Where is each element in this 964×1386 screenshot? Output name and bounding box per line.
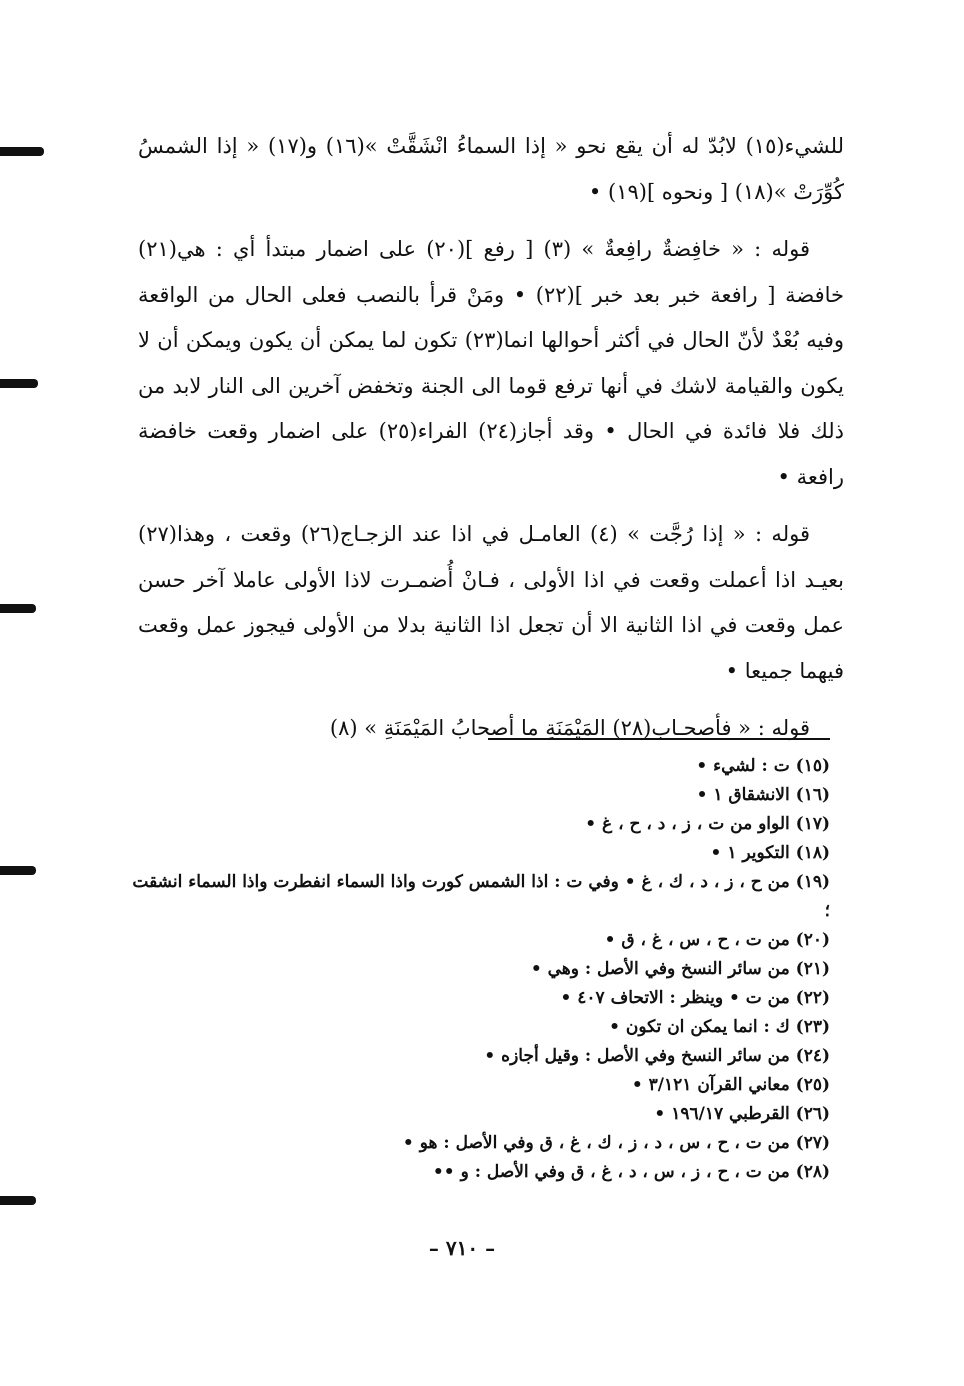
scan-edge-mark (0, 866, 36, 875)
scan-edge-mark (0, 604, 36, 613)
footnote-item: (١٥) ت : لشيء • (696, 756, 830, 776)
footnote-item: (٢٠) من ت ، ح ، س ، غ ، ق • (604, 930, 830, 950)
footnote-item: (٢٣) ك : انما يمكن ان تكون • (609, 1017, 830, 1037)
footnote-item: (١٧) الواو من ت ، ز ، د ، ح ، غ • (585, 814, 830, 834)
paragraph: للشيء(١٥) لابُدّ له أن يقع نحو « إذا السماءُ انْشَقَّتْ »(١٦) و(١٧) « إذا الشمسُ كُوِّرَتْ »(١٨) [ ونحوه ](١٩) • (138, 134, 845, 204)
paragraph: قوله : « فأصحـاب(٢٨) المَيْمَنَةِ ما أصحابُ المَيْمَنَةِ » (٨) (329, 716, 810, 740)
scan-edge-mark (0, 1196, 36, 1205)
footnote-item: (٢٥) معاني القرآن ٣/١٢١ • (631, 1075, 830, 1095)
paragraph: قوله : « خافِضةٌ رافِعةٌ » (٣) [ رفع ](٢٠) على اضمار مبتدأ أي : هي(٢١) خافضة [ رافعة خبر بعد خبر ](٢٢) • ومَنْ قرأ بالنصب فعلى الحال من الواقعة وفيه بُعْدٌ لأنّ الحال في أكثر أحوالها انما(٢٣) تكون لما يمكن أن يكون ويمكن أن لا يكون والقيامة لاشك في أنها ترفع قوما الى الجنة وتخفض آخرين الى النار لابد من ذلك فلا فائدة في الحال • وقد أجاز(٢٤) الفراء(٢٥) على اضمار وقعت خافضة رافعة • (138, 237, 844, 489)
footnote-item: (١٦) الانشقاق ١ • (696, 785, 830, 805)
footnote-item: (٢٢) من ت • وينظر : الاتحاف ٤٠٧ • (560, 988, 830, 1008)
footnotes (130, 752, 830, 1187)
scan-edge-mark (0, 147, 44, 156)
footnote-item: (١٩) من ح ، ز ، د ، ك ، غ • وفي ت : اذا الشمس كورت واذا السماء انفطرت واذا السماء انشقت ؛ (132, 872, 830, 921)
footnote-item: (٢٧) من ت ، ح ، س ، د ، ز ، ك ، غ ، ق وفي الأصل : هو • (402, 1133, 830, 1153)
footnote-divider (488, 738, 830, 740)
footnote-item: (٢٤) من سائر النسخ وفي الأصل : وقيل أجازه • (484, 1046, 830, 1066)
paragraph: قوله : « إذا رُجَّت » (٤) العامـل في اذا عند الزجـاج(٢٦) وقعت ، وهذا(٢٧) بعيـد اذا أعملت وقعت في اذا الأولى ، فـانْ أُضمـرت لاذا الأولى عاملا آخر حسن عمل وقعت في اذا الثانية الا أن تجعل اذا الثانية بدلا من الأولى فيجوز عمل وقعت فيهما جميعا • (138, 522, 844, 683)
footnote-item: (١٨) التكوير ١ • (710, 843, 830, 863)
footnote-item: (٢٦) القرطبي ١٩٦/١٧ • (654, 1104, 830, 1124)
main-text (138, 124, 844, 752)
footnote-item: (٢١) من سائر النسخ وفي الأصل : وهي • (530, 959, 830, 979)
scan-edge-mark (0, 379, 38, 388)
page-number: – ٧١٠ – (428, 1236, 496, 1260)
footnote-item: (٢٨) من ت ، ح ، ز ، س ، د ، غ ، ق وفي الأصل : و •• (432, 1162, 830, 1182)
